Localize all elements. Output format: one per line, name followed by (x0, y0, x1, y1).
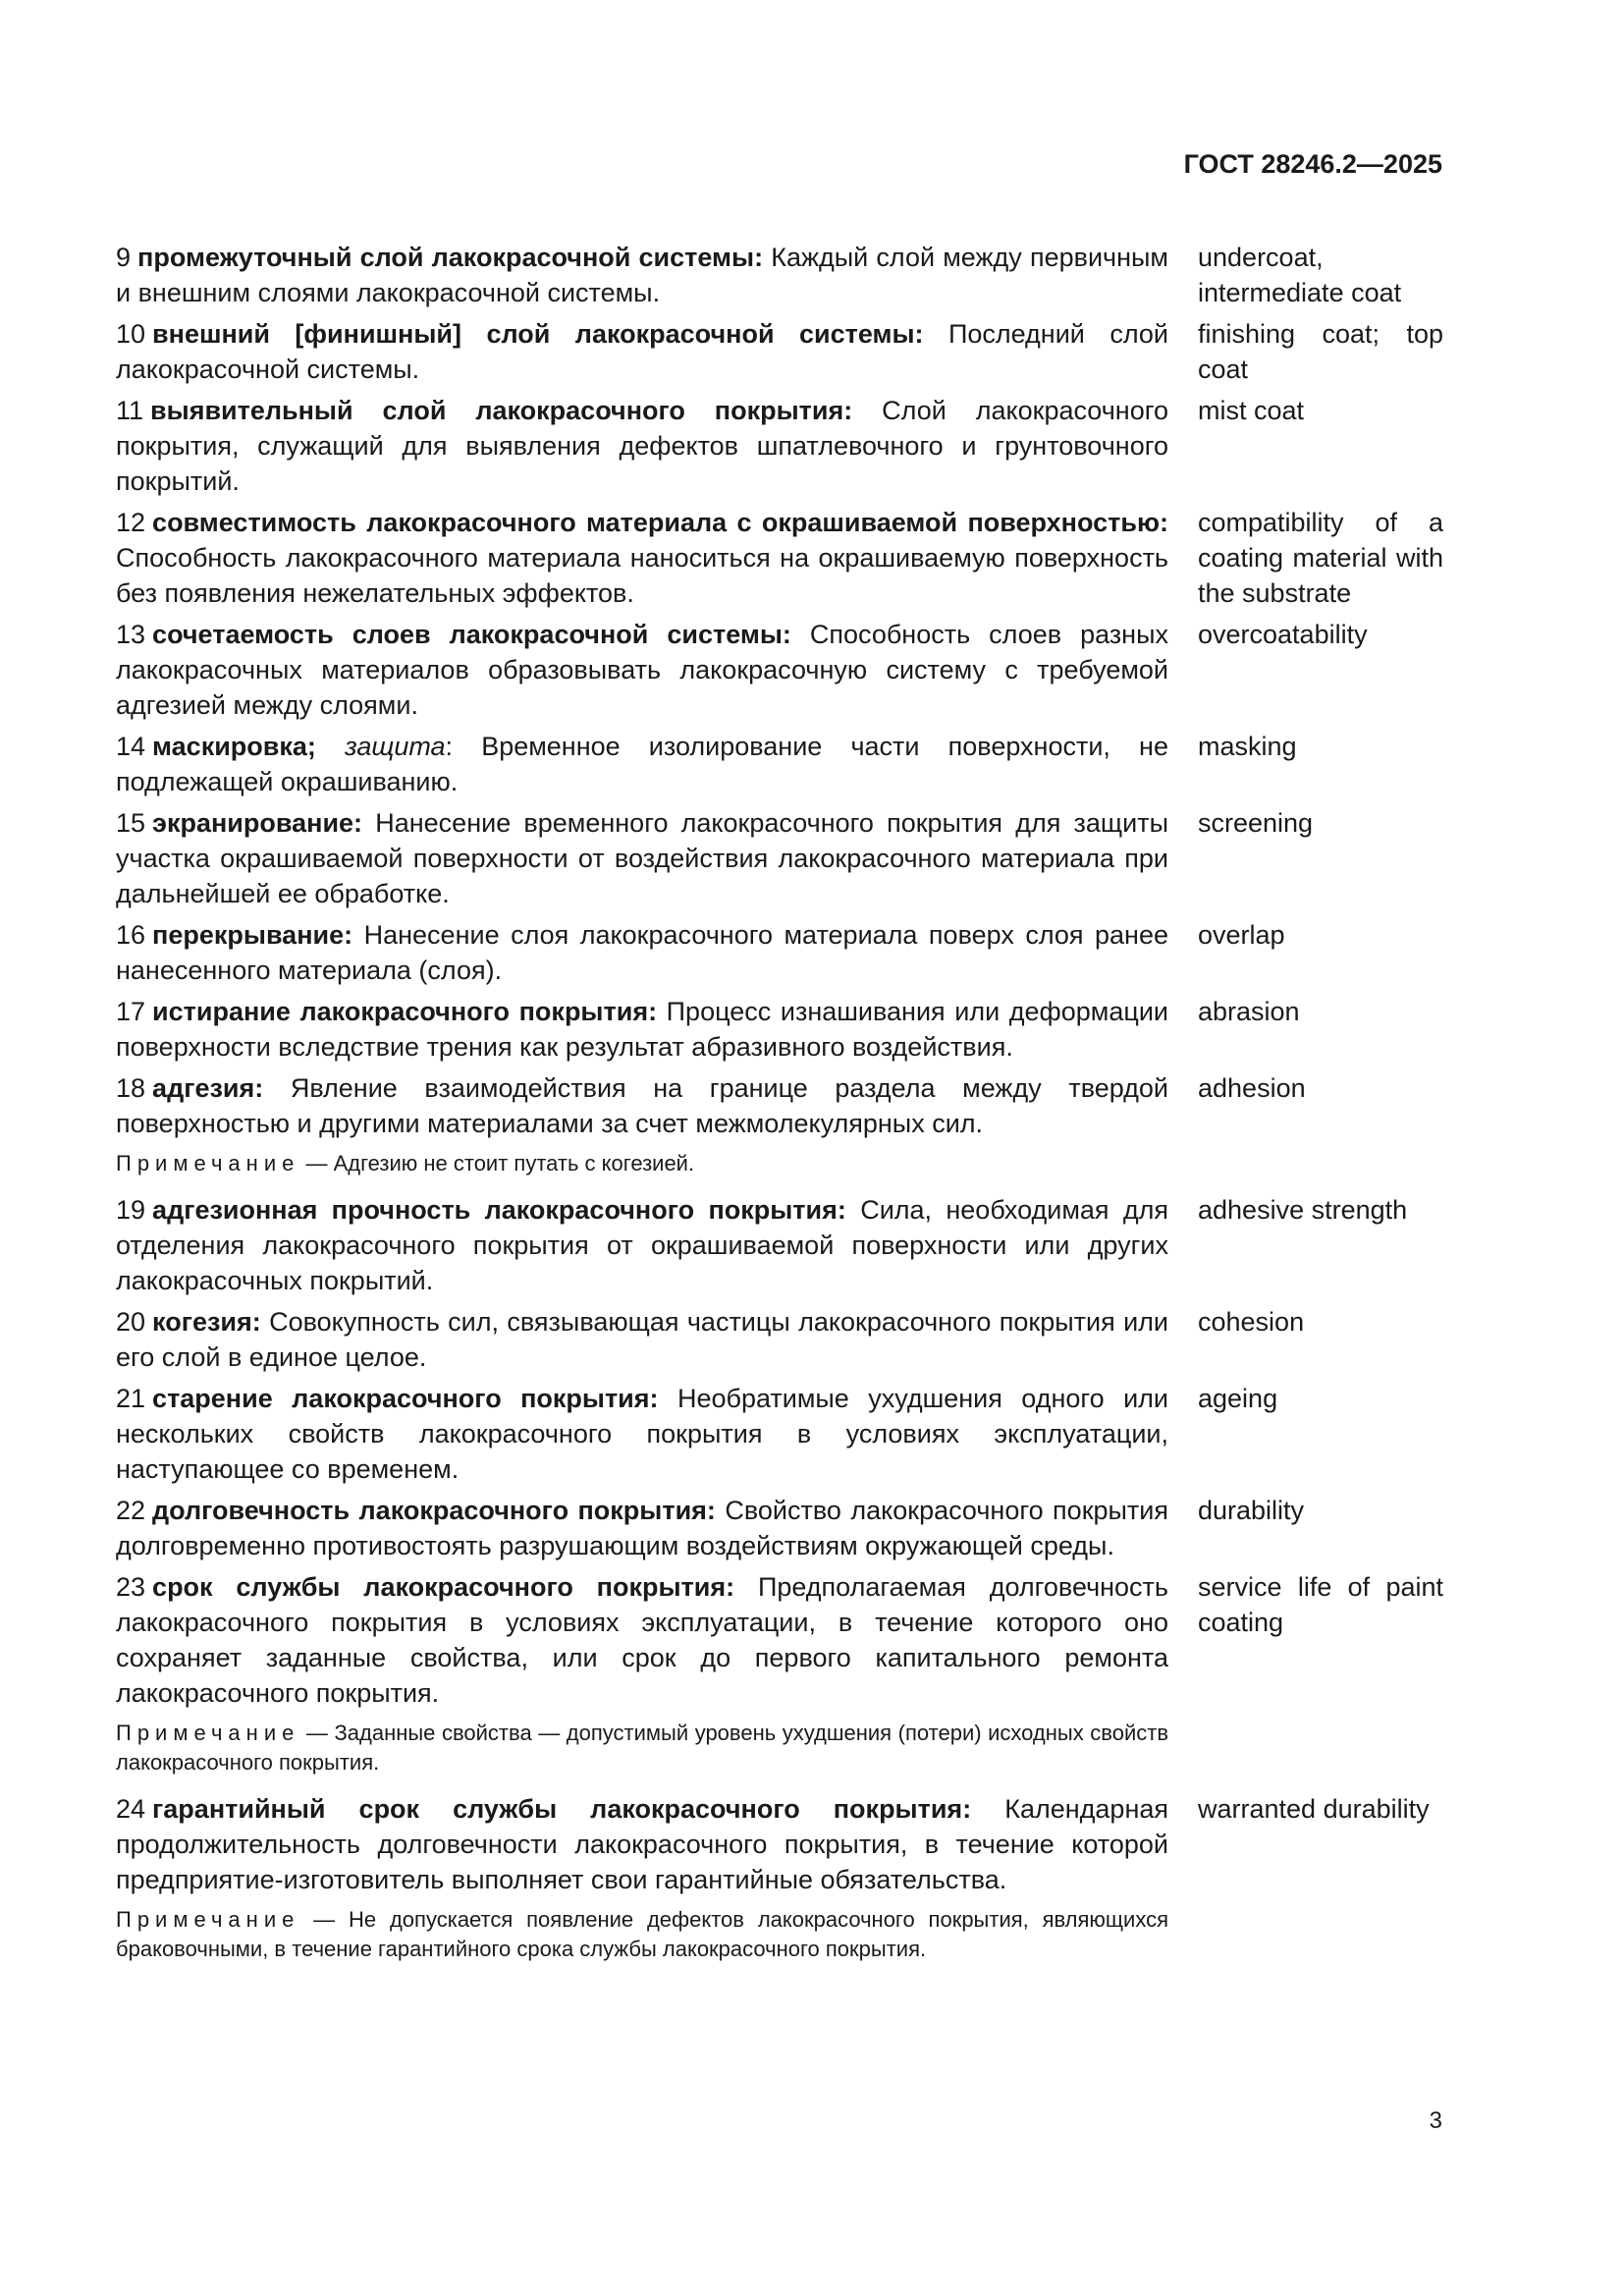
definition-text: Необратимые ухудшения одного или нескольких свойств лакокрасочного покрытия в условиях эксплуатации, наступающее со временем. (116, 1384, 1168, 1484)
term-name: промежуточный слой лакокрасочной системы: (137, 243, 764, 272)
term-definition (116, 316, 1168, 387)
page-number: 3 (1429, 2107, 1442, 2134)
term-definition (116, 1381, 1168, 1487)
definition-text: Предполагаемая долговечность лакокрасочного покрытия в условиях эксплуатации, в течение которого оно сохраняет заданные свойства, или срок до первого капитального ремонта лакокрасочного покрытия. (116, 1572, 1168, 1708)
english-equivalent: masking (1198, 732, 1297, 761)
note-label: Примечание (116, 1151, 300, 1175)
definition-text: Сила, необходимая для отделения лакокрасочного покрытия от окрашиваемой поверхности или других лакокрасочных покрытий. (116, 1195, 1168, 1295)
term-definition (116, 393, 1168, 499)
definition-text: Способность слоев разных лакокрасочных материалов образовывать лакокрасочную систему с требуемой адгезией между слоями. (116, 620, 1168, 720)
term-number: 17 (116, 997, 146, 1026)
term-number: 18 (116, 1073, 146, 1103)
term-name: срок службы лакокрасочного покрытия: (152, 1572, 735, 1602)
term-number: 20 (116, 1307, 146, 1337)
term-name: адгезия: (152, 1073, 264, 1103)
english-equivalent: service life of paint coating (1198, 1572, 1443, 1637)
term-number: 10 (116, 319, 146, 349)
term-number: 23 (116, 1572, 146, 1602)
note-text: Заданные свойства — допустимый уровень ухудшения (потери) исходных свойств лакокрасочного покрытия. (116, 1721, 1168, 1775)
term-entry (116, 393, 1443, 499)
note-label: Примечание (116, 1721, 300, 1745)
term-definition (116, 994, 1168, 1065)
term-entry (116, 240, 1443, 310)
term-number: 9 (116, 243, 132, 272)
term-entry (116, 1493, 1443, 1563)
definition-text: Явление взаимодействия на границе раздела между твердой поверхностью и другими материалами за счет межмолекулярных сил. (116, 1073, 1168, 1138)
english-equivalent: adhesive strength (1198, 1195, 1408, 1225)
definition-text: Совокупность сил, связывающая частицы лакокрасочного покрытия или его слой в единое целое. (116, 1307, 1168, 1372)
term-definition (116, 1791, 1168, 1897)
definition-text: Нанесение слоя лакокрасочного материала поверх слоя ранее нанесенного материала (слоя). (116, 920, 1168, 985)
term-entry (116, 1791, 1443, 1897)
term-name: внешний [финишный] слой лакокрасочной системы: (152, 319, 924, 349)
term-definition (116, 617, 1168, 723)
english-equivalent: mist coat (1198, 396, 1305, 425)
definition-text: Каждый слой между первичным и внешним слоями лакокрасочной системы. (116, 243, 1168, 307)
term-number: 14 (116, 732, 146, 761)
definition-text: Свойство лакокрасочного покрытия долговременно противостоять разрушающим воздействиям окружающей среды. (116, 1496, 1168, 1560)
term-synonym: защита (345, 732, 446, 761)
english-equivalent: warranted durability (1198, 1794, 1430, 1824)
term-entry (116, 316, 1443, 387)
term-definition (116, 917, 1168, 988)
term-entry (116, 617, 1443, 723)
english-equivalent: abrasion (1198, 997, 1300, 1026)
term-name: гарантийный срок службы лакокрасочного покрытия: (152, 1794, 972, 1824)
english-equivalent: compatibility of a coating material with the substrate (1198, 508, 1443, 608)
note-dash: — (299, 1151, 334, 1175)
term-number: 13 (116, 620, 146, 649)
term-entry (116, 1070, 1443, 1141)
term-note (116, 1719, 1168, 1777)
term-name: маскировка; (152, 732, 316, 761)
definition-text: Последний слой лакокрасочной системы. (116, 319, 1168, 384)
definition-text: : Временное изолирование части поверхности, не подлежащей окрашиванию. (116, 732, 1168, 796)
english-equivalent: finishing coat; top coat (1198, 319, 1443, 384)
definition-text: Нанесение временного лакокрасочного покрытия для защиты участка окрашиваемой поверхности от воздействия лакокрасочного материала при дальнейшей ее обработке. (116, 808, 1168, 908)
definition-text: Календарная продолжительность долговечности лакокрасочного покрытия, в течение которой предприятие-изготовитель выполняет свои гарантийные обязательства. (116, 1794, 1168, 1894)
english-equivalent: screening (1198, 808, 1314, 838)
term-definition (116, 240, 1168, 310)
term-definition (116, 1070, 1168, 1141)
definition-text: Способность лакокрасочного материала наноситься на окрашиваемую поверхность без появления нежелательных эффектов. (116, 543, 1168, 608)
note-label: Примечание (116, 1907, 300, 1932)
english-equivalent: ageing (1198, 1384, 1278, 1413)
definition-text: Слой лакокрасочного покрытия, служащий для выявления дефектов шпатлевочного и грунтовочного покрытий. (116, 396, 1168, 496)
term-number: 19 (116, 1195, 146, 1225)
note-dash: — (299, 1721, 335, 1745)
english-equivalent: overlap (1198, 920, 1285, 950)
note-text: Адгезию не стоит путать с когезией. (333, 1151, 695, 1175)
term-number: 16 (116, 920, 146, 950)
term-name: истирание лакокрасочного покрытия: (152, 997, 658, 1026)
term-definition (116, 1304, 1168, 1375)
term-number: 22 (116, 1496, 146, 1525)
term-definition (116, 1569, 1168, 1711)
note-dash: — (299, 1907, 350, 1932)
term-entry (116, 505, 1443, 611)
term-name: перекрывание: (152, 920, 353, 950)
term-name: долговечность лакокрасочного покрытия: (152, 1496, 716, 1525)
term-definition (116, 1493, 1168, 1563)
english-equivalent: overcoatability (1198, 620, 1368, 649)
term-entry (116, 1381, 1443, 1487)
term-definition (116, 505, 1168, 611)
term-note (116, 1149, 1168, 1178)
term-entry (116, 1192, 1443, 1298)
note-text: Не допускается появление дефектов лакокрасочного покрытия, являющихся браковочными, в течение гарантийного срока службы лакокрасочного покрытия. (116, 1907, 1168, 1961)
term-entry (116, 805, 1443, 911)
term-name: сочетаемость слоев лакокрасочной системы: (152, 620, 791, 649)
term-name: экранирование: (152, 808, 363, 838)
term-name: старение лакокрасочного покрытия: (152, 1384, 659, 1413)
term-name: когезия: (152, 1307, 261, 1337)
term-entry (116, 1569, 1443, 1711)
term-entry (116, 917, 1443, 988)
term-entry (116, 729, 1443, 799)
english-equivalent: adhesion (1198, 1073, 1306, 1103)
term-definition (116, 1192, 1168, 1298)
english-equivalent: cohesion (1198, 1307, 1305, 1337)
term-definition (116, 729, 1168, 799)
english-equivalent: durability (1198, 1496, 1305, 1525)
document-header: ГОСТ 28246.2—2025 (1183, 149, 1442, 179)
english-equivalent: undercoat, intermediate coat (1198, 243, 1402, 307)
term-name: совместимость лакокрасочного материала с окрашиваемой поверхностью: (152, 508, 1168, 537)
term-number: 24 (116, 1794, 146, 1824)
term-number: 12 (116, 508, 146, 537)
term-note (116, 1905, 1168, 1964)
term-entry (116, 1304, 1443, 1375)
term-name: адгезионная прочность лакокрасочного покрытия: (152, 1195, 846, 1225)
terms-list (116, 240, 1443, 1978)
term-number: 11 (116, 396, 144, 425)
term-entry (116, 994, 1443, 1065)
term-number: 15 (116, 808, 146, 838)
definition-text: Процесс изнашивания или деформации поверхности вследствие трения как результат абразивного воздействия. (116, 997, 1168, 1062)
term-definition (116, 805, 1168, 911)
term-name: выявительный слой лакокрасочного покрытия: (150, 396, 853, 425)
term-number: 21 (116, 1384, 146, 1413)
